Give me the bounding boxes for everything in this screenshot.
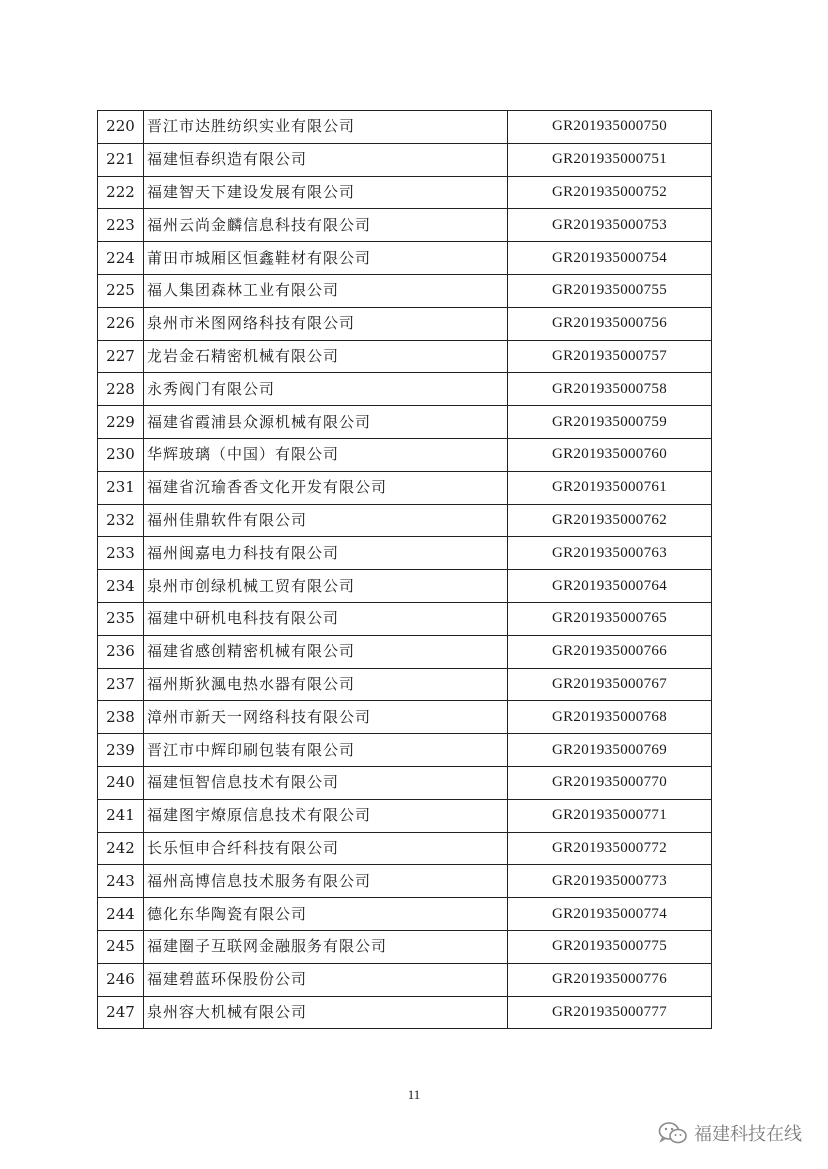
company-name: 福建省感创精密机械有限公司 bbox=[144, 635, 508, 668]
table-row bbox=[98, 766, 712, 799]
row-number: 225 bbox=[98, 274, 144, 307]
certificate-code: GR201935000760 bbox=[508, 438, 712, 471]
table-row bbox=[98, 963, 712, 996]
certificate-code: GR201935000757 bbox=[508, 340, 712, 373]
table-row bbox=[98, 898, 712, 931]
enterprise-table bbox=[97, 110, 712, 1029]
certificate-code: GR201935000767 bbox=[508, 668, 712, 701]
company-name: 永秀阀门有限公司 bbox=[144, 373, 508, 406]
certificate-code: GR201935000776 bbox=[508, 963, 712, 996]
row-number: 237 bbox=[98, 668, 144, 701]
table-row bbox=[98, 373, 712, 406]
company-name: 漳州市新天一网络科技有限公司 bbox=[144, 701, 508, 734]
row-number: 240 bbox=[98, 766, 144, 799]
company-name: 福建圈子互联网金融服务有限公司 bbox=[144, 930, 508, 963]
row-number: 238 bbox=[98, 701, 144, 734]
table-row bbox=[98, 274, 712, 307]
table-row bbox=[98, 668, 712, 701]
table-row bbox=[98, 799, 712, 832]
row-number: 246 bbox=[98, 963, 144, 996]
company-name: 福州高博信息技术服务有限公司 bbox=[144, 865, 508, 898]
company-name: 福建恒春织造有限公司 bbox=[144, 143, 508, 176]
company-name: 莆田市城厢区恒鑫鞋材有限公司 bbox=[144, 242, 508, 275]
table-row bbox=[98, 406, 712, 439]
company-name: 德化东华陶瓷有限公司 bbox=[144, 898, 508, 931]
table-row bbox=[98, 635, 712, 668]
row-number: 233 bbox=[98, 537, 144, 570]
certificate-code: GR201935000764 bbox=[508, 570, 712, 603]
table-row bbox=[98, 996, 712, 1029]
certificate-code: GR201935000773 bbox=[508, 865, 712, 898]
certificate-code: GR201935000755 bbox=[508, 274, 712, 307]
row-number: 224 bbox=[98, 242, 144, 275]
table-row bbox=[98, 242, 712, 275]
company-name: 龙岩金石精密机械有限公司 bbox=[144, 340, 508, 373]
company-name: 泉州容大机械有限公司 bbox=[144, 996, 508, 1029]
company-name: 福建图宇燎原信息技术有限公司 bbox=[144, 799, 508, 832]
row-number: 236 bbox=[98, 635, 144, 668]
company-name: 长乐恒申合纤科技有限公司 bbox=[144, 832, 508, 865]
table-row bbox=[98, 471, 712, 504]
row-number: 221 bbox=[98, 143, 144, 176]
table-row bbox=[98, 340, 712, 373]
certificate-code: GR201935000754 bbox=[508, 242, 712, 275]
table-row bbox=[98, 570, 712, 603]
table-row bbox=[98, 438, 712, 471]
table-row bbox=[98, 865, 712, 898]
company-name: 福州云尚金麟信息科技有限公司 bbox=[144, 209, 508, 242]
company-name: 福建中研机电科技有限公司 bbox=[144, 602, 508, 635]
certificate-code: GR201935000762 bbox=[508, 504, 712, 537]
row-number: 231 bbox=[98, 471, 144, 504]
company-name: 福建智天下建设发展有限公司 bbox=[144, 176, 508, 209]
row-number: 228 bbox=[98, 373, 144, 406]
row-number: 229 bbox=[98, 406, 144, 439]
company-name: 福建恒智信息技术有限公司 bbox=[144, 766, 508, 799]
row-number: 234 bbox=[98, 570, 144, 603]
table-row bbox=[98, 602, 712, 635]
certificate-code: GR201935000766 bbox=[508, 635, 712, 668]
company-name: 晋江市达胜纺织实业有限公司 bbox=[144, 111, 508, 144]
table-row bbox=[98, 307, 712, 340]
table-row bbox=[98, 701, 712, 734]
table-row bbox=[98, 537, 712, 570]
company-name: 福州闽嘉电力科技有限公司 bbox=[144, 537, 508, 570]
row-number: 222 bbox=[98, 176, 144, 209]
row-number: 220 bbox=[98, 111, 144, 144]
row-number: 245 bbox=[98, 930, 144, 963]
row-number: 239 bbox=[98, 734, 144, 767]
row-number: 243 bbox=[98, 865, 144, 898]
certificate-code: GR201935000751 bbox=[508, 143, 712, 176]
table-row bbox=[98, 930, 712, 963]
row-number: 235 bbox=[98, 602, 144, 635]
company-name: 福人集团森林工业有限公司 bbox=[144, 274, 508, 307]
certificate-code: GR201935000772 bbox=[508, 832, 712, 865]
table-row bbox=[98, 111, 712, 144]
row-number: 226 bbox=[98, 307, 144, 340]
certificate-code: GR201935000753 bbox=[508, 209, 712, 242]
company-name: 晋江市中辉印刷包装有限公司 bbox=[144, 734, 508, 767]
company-name: 福建省沉瑜香香文化开发有限公司 bbox=[144, 471, 508, 504]
row-number: 223 bbox=[98, 209, 144, 242]
certificate-code: GR201935000768 bbox=[508, 701, 712, 734]
certificate-code: GR201935000750 bbox=[508, 111, 712, 144]
certificate-code: GR201935000775 bbox=[508, 930, 712, 963]
row-number: 230 bbox=[98, 438, 144, 471]
row-number: 247 bbox=[98, 996, 144, 1029]
company-name: 福州斯狄渢电热水器有限公司 bbox=[144, 668, 508, 701]
company-name: 福建碧蓝环保股份公司 bbox=[144, 963, 508, 996]
certificate-code: GR201935000763 bbox=[508, 537, 712, 570]
page-number: 11 bbox=[407, 1087, 421, 1102]
row-number: 241 bbox=[98, 799, 144, 832]
watermark bbox=[658, 1120, 802, 1146]
certificate-code: GR201935000774 bbox=[508, 898, 712, 931]
company-name: 福建省霞浦县众源机械有限公司 bbox=[144, 406, 508, 439]
certificate-code: GR201935000765 bbox=[508, 602, 712, 635]
company-name: 泉州市米图网络科技有限公司 bbox=[144, 307, 508, 340]
certificate-code: GR201935000758 bbox=[508, 373, 712, 406]
certificate-code: GR201935000752 bbox=[508, 176, 712, 209]
company-name: 福州佳鼎软件有限公司 bbox=[144, 504, 508, 537]
table-row bbox=[98, 832, 712, 865]
row-number: 242 bbox=[98, 832, 144, 865]
certificate-code: GR201935000770 bbox=[508, 766, 712, 799]
table-body bbox=[98, 111, 712, 1029]
table-row bbox=[98, 176, 712, 209]
certificate-code: GR201935000777 bbox=[508, 996, 712, 1029]
certificate-code: GR201935000769 bbox=[508, 734, 712, 767]
watermark-text: 福建科技在线 bbox=[694, 1124, 802, 1145]
company-name: 华辉玻璃（中国）有限公司 bbox=[144, 438, 508, 471]
row-number: 227 bbox=[98, 340, 144, 373]
table-row bbox=[98, 143, 712, 176]
certificate-code: GR201935000756 bbox=[508, 307, 712, 340]
table-row bbox=[98, 734, 712, 767]
row-number: 244 bbox=[98, 898, 144, 931]
table-row bbox=[98, 209, 712, 242]
certificate-code: GR201935000759 bbox=[508, 406, 712, 439]
wechat-icon bbox=[658, 1121, 688, 1145]
table-row bbox=[98, 504, 712, 537]
company-name: 泉州市创绿机械工贸有限公司 bbox=[144, 570, 508, 603]
certificate-code: GR201935000771 bbox=[508, 799, 712, 832]
certificate-code: GR201935000761 bbox=[508, 471, 712, 504]
row-number: 232 bbox=[98, 504, 144, 537]
